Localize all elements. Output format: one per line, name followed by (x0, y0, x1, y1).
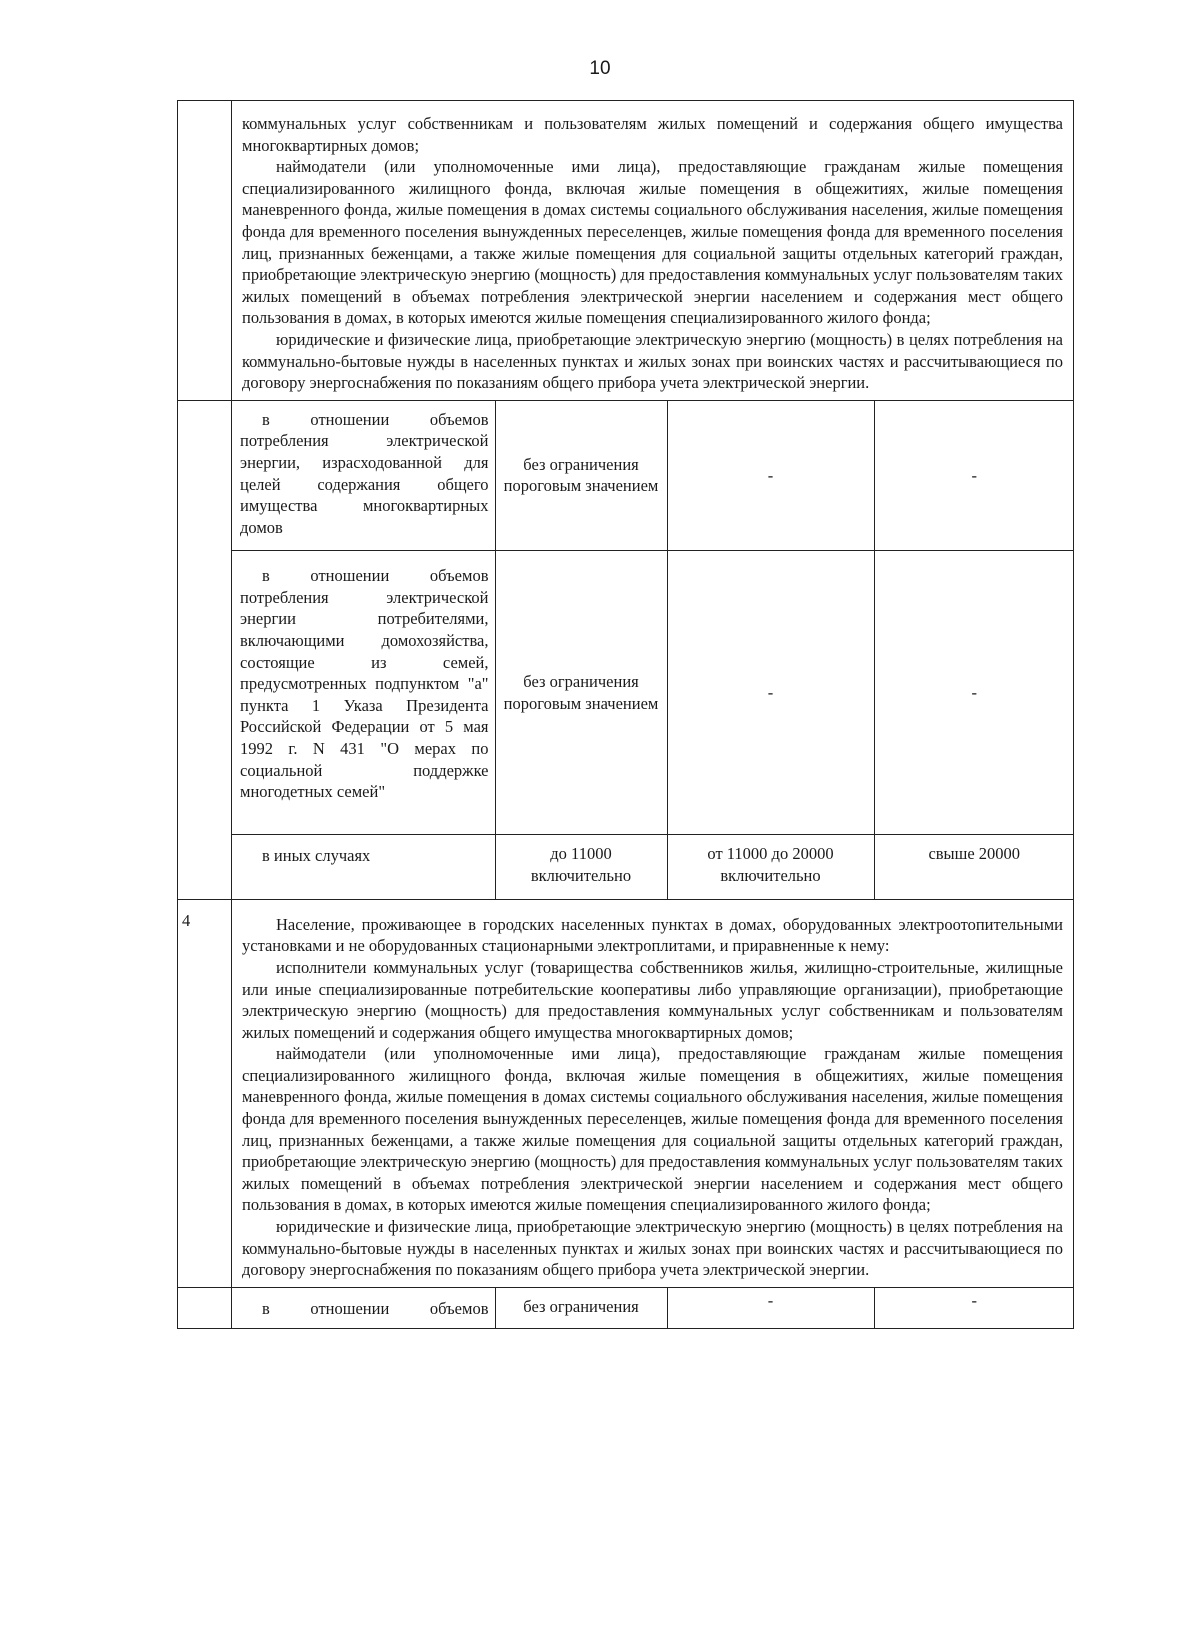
page-number: 10 (589, 58, 611, 79)
volume-description: в отношении объемов (232, 1288, 495, 1328)
volume-description: в отношении объемов потребления электрической энергии, израсходованной для целей содержания общего имущества многоквартирных домов (232, 401, 495, 551)
description-paragraph: юридические и физические лица, приобретающие электрическую энергию (мощность) в целях потребления на коммунально-бытовые нужды в населенных пунктах и жилых зонах при воинских частях и рассчитывающиеся по договору энергоснабжения по показаниям общего прибора учета электрической энергии. (242, 1217, 1063, 1280)
volume-subtable-cell (232, 1287, 1074, 1328)
volume-subtable (232, 401, 1074, 899)
subtable-row (232, 835, 1074, 899)
range-mid-value: от 11000 до 20000 включительно (667, 835, 874, 899)
range-low-value: без ограничения (495, 1288, 667, 1328)
range-high-value: свыше 20000 (874, 835, 1074, 899)
row-number: 4 (182, 910, 191, 930)
range-high-value: - (874, 1288, 1074, 1328)
row-number-cell (178, 101, 232, 401)
subtable-row (232, 401, 1074, 551)
description-paragraph: коммунальных услуг собственникам и пользователям жилых помещений и содержания общего имущества многоквартирных домов; (242, 114, 1063, 155)
volume-subtable (232, 1288, 1074, 1328)
table-row (178, 1287, 1074, 1328)
range-high-value: - (874, 401, 1074, 551)
table-row (178, 101, 1074, 401)
description-paragraph: наймодатели (или уполномоченные ими лица), предоставляющие гражданам жилые помещения специализированного жилищного фонда, включая жилые помещения в общежитиях, жилые помещения маневренного фонда, жилые помещения в домах системы социального обслуживания населения, жилые помещения фонда для временного поселения вынужденных переселенцев, жилые помещения фонда для временного поселения лиц, признанных беженцами, а также жилые помещения для социальной защиты отдельных категорий граждан, приобретающие электрическую энергию (мощность) для предоставления коммунальных услуг пользователям таких жилых помещений в объемах потребления электрической энергии населением и содержания мест общего пользования в домах, в которых имеются жилые помещения специализированного жилого фонда; (242, 1044, 1063, 1215)
subtable-row (232, 551, 1074, 835)
volume-description: в отношении объемов потребления электрической энергии потребителями, включающими домохозяйства, состоящие из семей, предусмотренных подпунктом "а" пункта 1 Указа Президента Российской Федерации от 5 мая 1992 г. N 431 "О мерах по социальной поддержке многодетных семей" (232, 551, 495, 835)
range-low-value: без ограничения пороговым значением (495, 401, 667, 551)
volume-subtable-cell (232, 400, 1074, 899)
consumer-description-cell (232, 101, 1074, 401)
row-number-cell (178, 400, 232, 899)
subtable-row (232, 1288, 1074, 1328)
row-number-cell (178, 899, 232, 1287)
description-paragraph: юридические и физические лица, приобретающие электрическую энергию (мощность) в целях потребления на коммунально-бытовые нужды в населенных пунктах и жилых зонах при воинских частях и рассчитывающиеся по договору энергоснабжения по показаниям общего прибора учета электрической энергии. (242, 329, 1063, 393)
description-paragraph: исполнители коммунальных услуг (товарищества собственников жилья, жилищно-строительные, жилищные или иные специализированные потребительские кооперативы либо управляющие организации), приобретающие электрическую энергию (мощность) для предоставления коммунальных услуг собственникам и пользователям жилых помещений и содержания общего имущества многоквартирных домов; (242, 957, 1063, 1042)
row-number-cell (178, 1287, 232, 1328)
range-low-value: без ограничения пороговым значением (495, 551, 667, 835)
description-paragraph: Население, проживающее в городских населенных пунктах в домах, оборудованных электроотопительными установками и не оборудованных стационарными электроплитами, и приравненные к нему: (242, 914, 1063, 956)
range-mid-value: - (667, 401, 874, 551)
tariff-table (177, 100, 1074, 1329)
consumer-description-cell (232, 899, 1074, 1287)
range-low-value: до 11000 включительно (495, 835, 667, 899)
table-row (178, 899, 1074, 1287)
table-row (178, 400, 1074, 899)
range-mid-value: - (667, 1288, 874, 1328)
volume-description: в иных случаях (232, 835, 495, 899)
range-mid-value: - (667, 551, 874, 835)
range-high-value: - (874, 551, 1074, 835)
description-paragraph: наймодатели (или уполномоченные ими лица), предоставляющие гражданам жилые помещения специализированного жилищного фонда, включая жилые помещения в общежитиях, жилые помещения маневренного фонда, жилые помещения в домах системы социального обслуживания населения, жилые помещения фонда для временного поселения вынужденных переселенцев, жилые помещения фонда для временного поселения лиц, признанных беженцами, а также жилые помещения для социальной защиты отдельных категорий граждан, приобретающие электрическую энергию (мощность) для предоставления коммунальных услуг пользователям таких жилых помещений в объемах потребления электрической энергии населением и содержания мест общего пользования в домах, в которых имеются жилые помещения специализированного жилого фонда; (242, 157, 1063, 328)
